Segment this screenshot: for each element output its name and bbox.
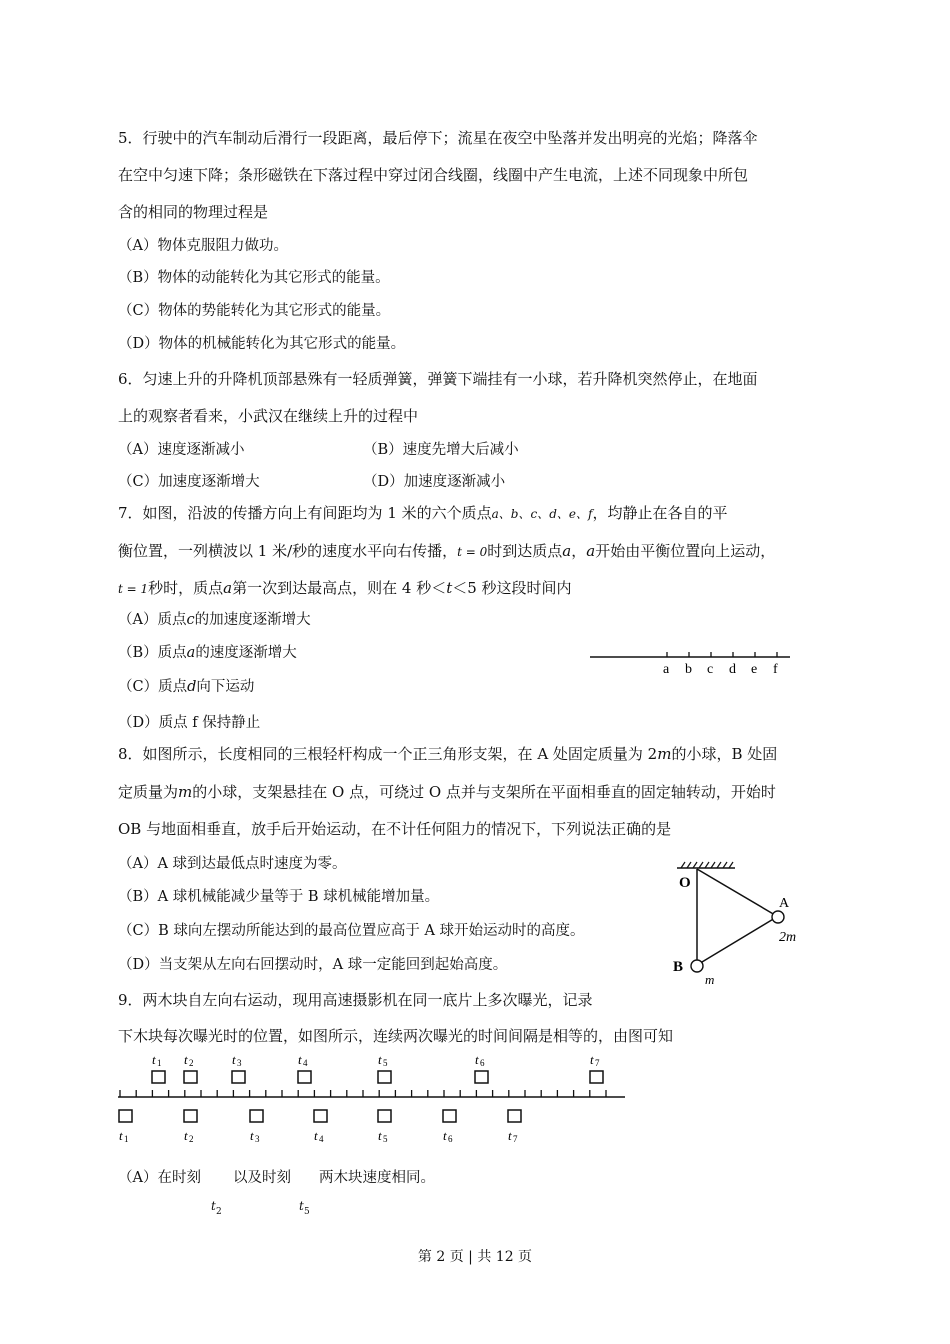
bottom-block-7: [508, 1110, 521, 1122]
q9-option-a: [118, 1168, 435, 1217]
q7-point-label-b: b: [685, 662, 692, 677]
top-time-sub-6: 6: [480, 1058, 485, 1068]
q7-math: a: [186, 645, 196, 661]
q8-option-c: （C）B 球向左摆动所能达到的最高位置应高于 A 球开始运动时的高度。: [118, 923, 585, 939]
bottom-time-label-4: t: [314, 1128, 318, 1143]
rod-oa: [697, 869, 775, 915]
top-time-label-1: t: [152, 1052, 156, 1067]
q9-text: 两木块速度相同。: [318, 1170, 435, 1186]
q8-line-2: [118, 782, 776, 802]
q9-exposure-figure: [110, 1048, 635, 1148]
label-mass-b: m: [705, 972, 715, 987]
q7-text: 的加速度逐渐增大: [194, 612, 311, 628]
q5-line-1: 5．行驶中的汽车制动后滑行一段距离，最后停下；流星在夜空中坠落并发出明亮的光焰；降落伞: [118, 129, 758, 147]
bottom-block-4: [314, 1110, 327, 1122]
q7-math: a: [223, 579, 233, 597]
q7-text: 时到达质点: [487, 542, 563, 560]
q7-text: （B）质点: [118, 645, 187, 661]
ball-b: [691, 960, 703, 972]
q7-option-c: [118, 677, 254, 697]
top-block-4: [298, 1071, 311, 1083]
top-time-sub-2: 2: [189, 1058, 194, 1068]
q8-triangle-figure: [665, 860, 825, 990]
bottom-time-sub-3: 3: [255, 1134, 260, 1144]
q7-option-a: [118, 610, 311, 630]
top-time-sub-1: 1: [157, 1058, 162, 1068]
label-o: O: [679, 875, 691, 891]
q7-text: 秒时，质点: [148, 579, 224, 597]
q8-text: 的小球，B 处固: [671, 745, 778, 763]
q9-math: t: [298, 1199, 304, 1213]
q6-option-c: （C）加速度逐渐增大: [118, 474, 260, 490]
q9-line-2: 下木块每次曝光时的位置，如图所示，连续两次曝光的时间间隔是相等的，由图可知: [118, 1027, 674, 1045]
bottom-time-sub-1: 1: [124, 1134, 129, 1144]
ceiling-hatch: [681, 862, 733, 868]
q8-option-b: （B）A 球机械能减少量等于 B 球机械能增加量。: [118, 889, 440, 905]
q7-point-label-e: e: [751, 662, 758, 677]
q7-math: c: [186, 612, 195, 628]
bottom-block-row: [119, 1110, 521, 1144]
q8-text: 的小球，支架悬挂在 O 点，可绕过 O 点并与支架所在平面相垂直的固定轴转动，开始时: [192, 783, 776, 801]
q7-text: （A）质点: [118, 612, 187, 628]
q5-line-2: 在空中匀速下降；条形磁铁在下落过程中穿过闭合线圈，线圈中产生电流，上述不同现象中所包: [118, 166, 749, 184]
q5-option-a: （A）物体克服阻力做功。: [118, 238, 288, 254]
q7-line-2: [118, 541, 775, 562]
top-block-1: [152, 1071, 165, 1083]
q7-text: 开始由平衡位置向上运动，: [595, 542, 776, 560]
q8-line-3: OB 与地面相垂直，放手后开始运动，在不计任何阻力的情况下，下列说法正确的是: [118, 820, 672, 838]
bottom-block-1: [119, 1110, 132, 1122]
top-time-sub-5: 5: [383, 1058, 388, 1068]
top-time-sub-7: 7: [595, 1058, 600, 1068]
q9-math: t: [210, 1199, 216, 1213]
q7-math: t = 1: [118, 582, 149, 596]
q8-line-1: [118, 744, 777, 764]
top-time-label-2: t: [184, 1052, 188, 1067]
ball-a: [772, 911, 784, 923]
bottom-time-label-1: t: [119, 1128, 123, 1143]
rod-ab: [697, 918, 775, 965]
q5-option-d: （D）物体的机械能转化为其它形式的能量。: [118, 336, 406, 352]
q6-option-a: （A）速度逐渐减小: [118, 442, 245, 458]
q7-text: （C）质点: [118, 679, 188, 695]
top-time-label-5: t: [378, 1052, 382, 1067]
q7-line-1: [118, 503, 727, 524]
q6-option-b: （B）速度先增大后减小: [363, 442, 519, 458]
q7-point-label-a: a: [663, 662, 670, 677]
bottom-time-sub-4: 4: [319, 1134, 324, 1144]
q8-math: m: [178, 783, 193, 801]
bottom-time-sub-7: 7: [513, 1134, 518, 1144]
q7-text: ，均静止在各自的平: [592, 504, 728, 522]
q7-text: ，: [571, 542, 587, 560]
top-time-label-6: t: [475, 1052, 479, 1067]
label-mass-a: 2m: [779, 930, 797, 945]
top-block-7: [590, 1071, 603, 1083]
bottom-time-label-6: t: [443, 1128, 447, 1143]
q8-text: 8．如图所示，长度相同的三根轻杆构成一个正三角形支架，在 A 处固定质量为 2: [118, 745, 658, 763]
q7-text: 向下运动: [196, 679, 255, 695]
q7-point-label-d: d: [729, 662, 736, 677]
q9-line-1: 9．两木块自左向右运动，现用高速摄影机在同一底片上多次曝光，记录: [118, 991, 593, 1009]
q7-point-label-f: f: [773, 662, 778, 677]
q5-option-c: （C）物体的势能转化为其它形式的能量。: [118, 303, 391, 319]
q5-line-3: 含的相同的物理过程是: [118, 203, 269, 221]
q9-text: （A）在时刻: [118, 1170, 201, 1186]
q7-option-b: [118, 643, 297, 663]
bottom-time-label-2: t: [184, 1128, 188, 1143]
q7-point-label-c: c: [707, 662, 714, 677]
q7-line-3: [118, 578, 572, 599]
bottom-time-label-3: t: [250, 1128, 254, 1143]
q9-text: 以及时刻: [232, 1170, 291, 1186]
bottom-time-sub-6: 6: [448, 1134, 453, 1144]
bottom-block-3: [250, 1110, 263, 1122]
top-block-3: [232, 1071, 245, 1083]
q7-points-list: a、b、c、d、e、f: [491, 507, 593, 521]
q7-text: ＜5 秒这段时间内: [452, 579, 572, 597]
q7-wave-figure: [585, 645, 800, 677]
q8-math: m: [657, 745, 672, 763]
bottom-time-label-7: t: [508, 1128, 512, 1143]
q7-math: t = 0: [457, 545, 488, 559]
q7-math: t: [446, 579, 453, 597]
bottom-block-5: [378, 1110, 391, 1122]
q7-text: 的速度逐渐增大: [195, 645, 297, 661]
q8-option-d: （D）当支架从左向右回摆动时，A 球一定能回到起始高度。: [118, 957, 508, 973]
q6-option-d: （D）加速度逐渐减小: [363, 474, 506, 490]
q9-math-sub: 5: [303, 1207, 310, 1217]
bottom-time-sub-2: 2: [189, 1134, 194, 1144]
q7-math: a: [562, 542, 572, 560]
top-block-row: [152, 1052, 603, 1083]
q5-option-b: （B）物体的动能转化为其它形式的能量。: [118, 270, 390, 286]
q7-math: d: [187, 679, 197, 695]
label-a: A: [779, 896, 790, 911]
q7-option-d: （D）质点 f 保持静止: [118, 715, 261, 731]
q8-text: 定质量为: [118, 783, 179, 801]
bottom-block-2: [184, 1110, 197, 1122]
q6-line-1: 6．匀速上升的升降机顶部悬殊有一轻质弹簧，弹簧下端挂有一小球，若升降机突然停止，在地面: [118, 370, 758, 388]
q8-option-a: （A）A 球到达最低点时速度为零。: [118, 856, 347, 872]
ruler-ticks: [120, 1090, 606, 1097]
q7-text: 第一次到达最高点，则在 4 秒＜: [232, 579, 447, 597]
bottom-time-label-5: t: [378, 1128, 382, 1143]
top-time-label-7: t: [590, 1052, 594, 1067]
q9-math-sub: 2: [215, 1207, 222, 1217]
bottom-time-sub-5: 5: [383, 1134, 388, 1144]
top-time-label-4: t: [298, 1052, 302, 1067]
top-time-sub-3: 3: [237, 1058, 242, 1068]
top-block-2: [184, 1071, 197, 1083]
top-block-5: [378, 1071, 391, 1083]
page-footer: 第 2 页 | 共 12 页: [417, 1249, 533, 1265]
q7-text: 7．如图，沿波的传播方向上有间距均为 1 米的六个质点: [118, 504, 492, 522]
label-b: B: [673, 959, 684, 975]
bottom-block-6: [443, 1110, 456, 1122]
q7-text: 衡位置，一列横波以 1 米/秒的速度水平向右传播，: [118, 542, 458, 560]
top-time-sub-4: 4: [303, 1058, 308, 1068]
top-block-6: [475, 1071, 488, 1083]
q6-line-2: 上的观察者看来，小武汉在继续上升的过程中: [118, 407, 419, 425]
top-time-label-3: t: [232, 1052, 236, 1067]
q7-math: a: [586, 542, 596, 560]
